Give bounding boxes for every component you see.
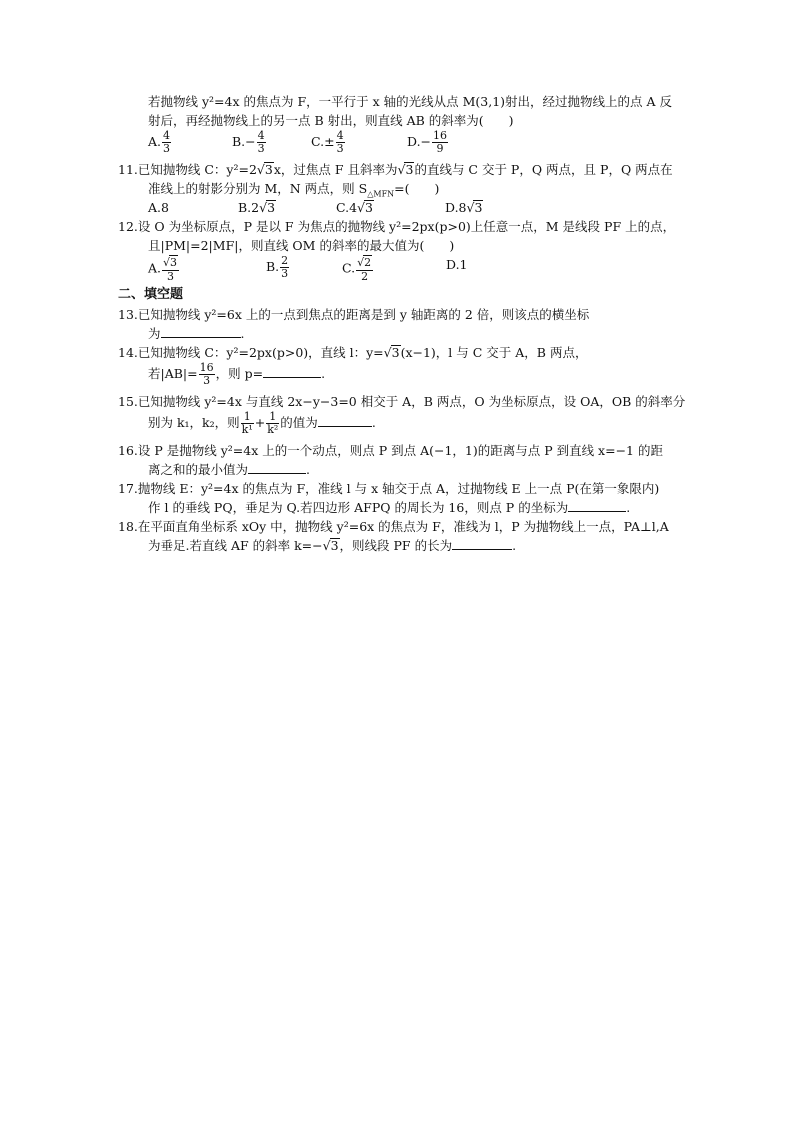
q13-line-2: 为 . [148,326,245,341]
q18-line-2: 为垂足.若直线 AF 的斜率 k=−√3，则线段 PF 的长为 . [148,538,517,553]
q10-option-d: D.− $\frac{16}{9}$ [407,129,448,155]
answer-blank [318,413,372,427]
q11-option-b: B.2√3 [238,200,276,215]
q11-option-c: C.4√3 [336,200,373,215]
q11-line-2: 准线上的射影分别为 M，N 两点，则 $S_{\triangle MFN}=$( ) [148,181,440,199]
answer-blank [568,498,626,512]
q10-line-2: 射后，再经抛物线上的另一点 B 射出，则直线 AB 的斜率为( ) [148,113,514,128]
q15-line-1: 15.已知抛物线 y²=4x 与直线 2x−y−3=0 相交于 A，B 两点，O 为坐标原点，设 OA，OB 的斜率分 [118,394,686,409]
q10-option-a: A. $\frac{4}{3}$ [148,129,171,155]
q10-option-b: B.− $\frac{4}{3}$ [232,129,265,155]
q12-option-a: A. $\frac{√3}{3}$ [148,256,178,283]
answer-blank [248,460,306,474]
q17-line-1: 17.抛物线 E：y²=4x 的焦点为 F，准线 l 与 x 轴交于点 A，过抛物线 E 上一点 P(在第一象限内) [118,481,660,496]
q12-option-b: B. $\frac{2}{3}$ [266,254,289,280]
q12-option-d: D.1 [446,257,468,272]
q11-option-d: D.8√3 [445,200,483,215]
q12-line-2: 且|PM|=2|MF|，则直线 OM 的斜率的最大值为( ) [148,238,455,253]
q11-line-1: 11.已知抛物线 C：y²=2√3x，过焦点 F 且斜率为√3的直线与 C 交于 P，Q 两点，且 P，Q 两点在 [118,162,673,177]
q12-line-1: 12.设 O 为坐标原点，P 是以 F 为焦点的抛物线 y²=2px(p>0)上任意一点，M 是线段 PF 上的点， [118,219,676,234]
q10-option-c: C.± $\frac{4}{3}$ [311,129,344,155]
q16-line-1: 16.设 P 是抛物线 y²=4x 上的一个动点，则点 P 到点 A(−1，1)的距离与点 P 到直线 x=−1 的距 [118,443,663,458]
q15-line-2: 别为 k₁，k₂，则 $\frac{1}{\text{k¹}}$ + $\frac{1}{\text{k²}}$ 的值为 . [148,410,376,436]
answer-blank [452,536,512,550]
q18-line-1: 18.在平面直角坐标系 xOy 中，抛物线 y²=6x 的焦点为 F，准线为 l，P 为抛物线上一点，PA⊥l,A [118,519,669,534]
q10-line-1: 若抛物线 y²=4x 的焦点为 F，一平行于 x 轴的光线从点 M(3,1)射出，经过抛物线上的点 A 反 [148,94,673,109]
answer-blank [263,364,321,378]
q11-option-a: A.8 [148,200,169,215]
section-heading-fill-in: 二、填空题 [118,287,184,302]
q14-line-1: 14.已知抛物线 C：y²=2px(p>0)，直线 l：y=√3(x−1)，l 与 C 交于 A，B 两点， [118,345,588,360]
answer-blank [161,324,241,338]
q12-options [0,255,794,285]
q13-line-1: 13.已知抛物线 y²=6x 上的一点到焦点的距离是到 y 轴距离的 2 倍，则该点的横坐标 [118,307,590,322]
q14-line-2: 若|AB|= $\frac{16}{3}$ ，则 p= . [148,361,326,387]
q10-options [0,130,794,160]
q17-line-2: 作 l 的垂线 PQ，垂足为 Q.若四边形 AFPQ 的周长为 16，则点 P 的坐标为 . [148,500,631,515]
q12-option-c: C. $\frac{√2}{2}$ [342,256,372,283]
q11-options [0,198,794,217]
question-content [0,92,794,555]
q16-line-2: 离之和的最小值为 . [148,462,310,477]
